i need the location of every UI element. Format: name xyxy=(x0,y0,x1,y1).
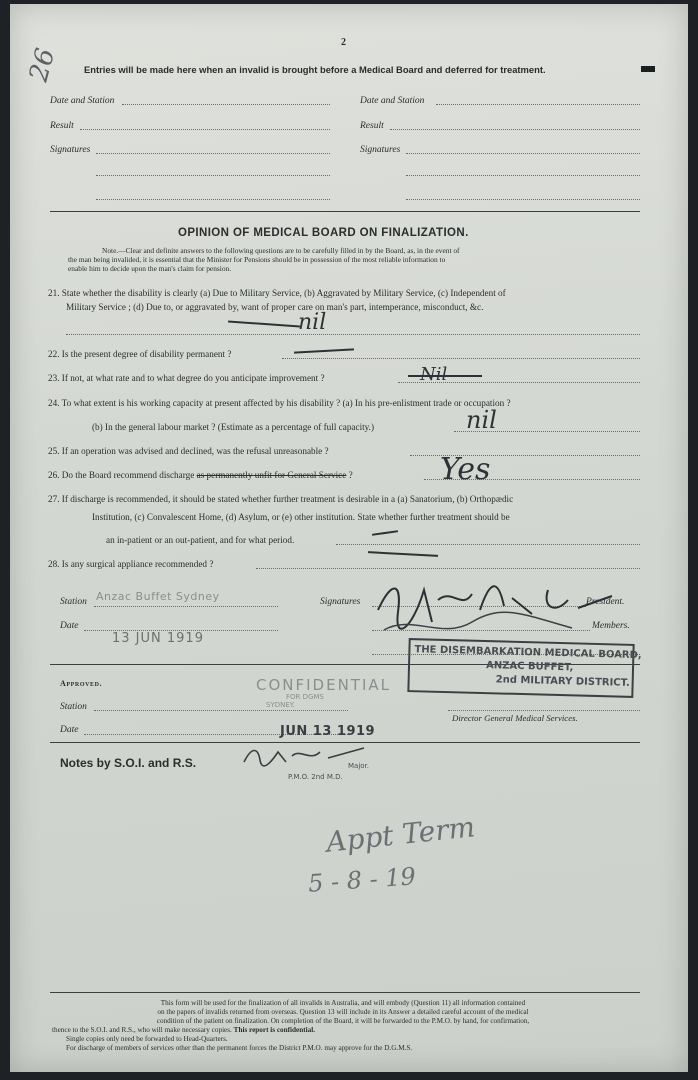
deferred-sig-line-left-3 xyxy=(96,199,330,200)
footer-line-4-text: thence to the S.O.I. and R.S., who will make necessary copies. xyxy=(52,1026,232,1034)
opinion-title: OPINION OF MEDICAL BOARD ON FINALIZATION. xyxy=(178,227,469,239)
board-station-label: Station xyxy=(60,597,87,607)
board-date-stamp: 13 JUN 1919 xyxy=(112,631,204,646)
confidential-stamp: CONFIDENTIAL xyxy=(256,676,392,694)
approved-station-label: Station xyxy=(60,702,87,712)
footer-line-3: condition of the patient on finalization. On completion of the Board, it will be forwarded to the P.M.O. by hand, for confirmation, xyxy=(156,1017,530,1025)
pmo-unit: P.M.O. 2nd M.D. xyxy=(288,773,343,781)
footer-line-2: on the papers of invalids returned from overseas. Question 13 will include in its Answer a detailed careful account of the medical xyxy=(157,1008,529,1016)
footer-rule xyxy=(50,992,640,993)
footer-line-5: Single copies only need be forwarded to Head-Quarters. xyxy=(66,1035,228,1043)
margin-pencil-note: 26 xyxy=(23,45,62,85)
question-27-line-3: an in-patient or an out-patient, and for what period. xyxy=(106,535,295,545)
question-24-line-1: 24. To what extent is his working capacity at present affected by his disability ? (a) In his pre-enlistment trade or occupation ? xyxy=(48,398,511,408)
question-26-struck: as permanently unfit for General Service xyxy=(196,470,347,480)
deferred-sig-line-left xyxy=(96,153,330,154)
board-stamp-line-3: 2nd MILITARY DISTRICT. xyxy=(495,674,630,689)
approved-label: Approved. xyxy=(60,679,103,688)
note-line-2: the man being invalided, it is essential that the Minister for Pensions should be in possession of the most reliable information to xyxy=(68,255,446,264)
deferred-date-line-right xyxy=(436,104,640,105)
question-21-line-2: Military Service ; (d) Due to, or aggravated by, want of proper care on man's part, intemperance, misconduct, &c. xyxy=(66,302,484,312)
pmo-role: Major. xyxy=(348,762,370,770)
answer-21-handwriting: nil xyxy=(298,310,327,335)
dgms-label: Director General Medical Services. xyxy=(452,713,578,723)
board-president-label: President. xyxy=(586,597,625,607)
approved-station-line xyxy=(94,710,348,711)
answer-22-line xyxy=(282,358,640,359)
board-station-line xyxy=(94,606,278,607)
question-26: 26. Do the Board recommend discharge as permanently unfit for General Service ? xyxy=(48,470,353,480)
answer-24-handwriting: nil xyxy=(466,406,497,434)
notes-appointment-pencil: Appt Term xyxy=(324,810,477,859)
footer-confidential: This report is confidential. xyxy=(233,1026,315,1034)
answer-26-handwriting: Yes xyxy=(440,452,491,487)
deferred-heading: Entries will be made here when an invalid is brought before a Medical Board and deferred for treatment. xyxy=(84,64,546,75)
answer-23-strike xyxy=(408,375,482,377)
board-signatures-label: Signatures xyxy=(320,597,361,607)
pin-mark xyxy=(641,66,655,72)
note-line-1: Note.—Clear and definite answers to the following questions are to be carefully filled in by the Board, as, in the event of xyxy=(102,246,460,255)
answer-28-line xyxy=(256,568,640,569)
dgms-signature-line xyxy=(448,710,640,711)
confidential-stamp-city: SYDNEY. xyxy=(266,701,295,709)
board-stamp-line-2: ANZAC BUFFET, xyxy=(485,660,574,674)
question-24-line-2: (b) In the general labour market ? (Estimate as a percentage of full capacity.) xyxy=(92,422,375,432)
question-21-line-1: 21. State whether the disability is clearly (a) Due to Military Service, (b) Aggravated by Military Service, (c) Independent of xyxy=(48,288,506,298)
answer-23-handwriting: Nil xyxy=(420,364,448,385)
notes-title: Notes by S.O.I. and R.S. xyxy=(60,756,197,770)
answer-21-line xyxy=(66,334,640,335)
confidential-stamp-sub: FOR DGMS xyxy=(286,693,324,701)
question-28: 28. Is any surgical appliance recommended ? xyxy=(48,559,214,569)
question-23: 23. If not, at what rate and to what degree do you anticipate improvement ? xyxy=(48,373,325,383)
question-27-line-1: 27. If discharge is recommended, it should be stated whether further treatment is desirable in a (a) Sanatorium, (b) Orthopædic xyxy=(48,494,514,504)
footer-line-1: This form will be used for the finalization of all invalids in Australia, and will embody (Question 11) all information contained xyxy=(160,999,526,1007)
section-divider-top xyxy=(50,211,640,212)
question-27-line-2: Institution, (c) Convalescent Home, (d) Asylum, or (e) other institution. State whether further treatment should be xyxy=(92,512,510,522)
deferred-result-right: Result xyxy=(360,121,384,131)
deferred-sig-line-right-3 xyxy=(406,199,640,200)
board-stamp xyxy=(407,638,642,698)
board-date-label: Date xyxy=(60,621,79,631)
question-25: 25. If an operation was advised and declined, was the refusal unreasonable ? xyxy=(48,446,329,456)
deferred-sig-line-right xyxy=(406,153,640,154)
footer-line-6: For discharge of members of services other than the permanent forces the District P.M.O. may approve for the D.G.M.S. xyxy=(66,1044,413,1052)
question-26-text: 26. Do the Board recommend discharge xyxy=(48,470,195,480)
deferred-date-station-left: Date and Station xyxy=(50,96,115,106)
approved-date-label: Date xyxy=(60,725,79,735)
answer-27-line xyxy=(336,544,640,545)
deferred-result-line-right xyxy=(390,129,640,130)
board-stamp-line-1: THE DISEMBARKATION MEDICAL BOARD, xyxy=(414,644,642,662)
deferred-signatures-right: Signatures xyxy=(360,145,401,155)
footer-notes xyxy=(48,999,638,1053)
deferred-date-line-left xyxy=(122,104,330,105)
note-line-3: enable him to decide upon the man's claim for pension. xyxy=(68,264,232,273)
notes-date-pencil: 5 - 8 - 19 xyxy=(307,862,417,898)
board-station-stamp: Anzac Buffet Sydney xyxy=(96,590,220,603)
question-22: 22. Is the present degree of disability permanent ? xyxy=(48,349,232,359)
deferred-date-station-right: Date and Station xyxy=(360,96,425,106)
approved-date-stamp: JUN 13 1919 xyxy=(280,724,376,739)
deferred-signatures-left: Signatures xyxy=(50,145,91,155)
deferred-sig-line-left-2 xyxy=(96,175,330,176)
page-number: 2 xyxy=(341,37,346,48)
deferred-result-line-left xyxy=(80,129,330,130)
footer-line-4 xyxy=(48,1026,638,1035)
board-members-label: Members. xyxy=(592,621,630,631)
deferred-sig-line-right-2 xyxy=(406,175,640,176)
deferred-result-left: Result xyxy=(50,121,74,131)
